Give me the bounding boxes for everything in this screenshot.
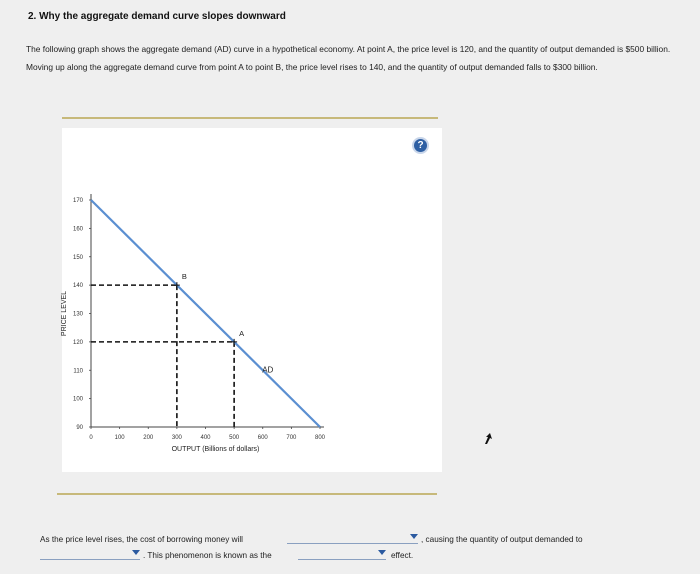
- point-b-label: B: [181, 272, 187, 282]
- x-tick-label: 700: [286, 435, 297, 441]
- y-tick-label: 110: [73, 368, 83, 375]
- y-tick-label: 170: [72, 198, 83, 204]
- effect-name-dropdown[interactable]: [298, 549, 386, 560]
- y-tick-label: 120: [72, 339, 83, 346]
- x-tick-label: 500: [229, 435, 240, 441]
- answer-line2-prefix: . This phenomenon is known as the: [143, 551, 272, 560]
- quantity-change-dropdown[interactable]: [40, 549, 140, 560]
- x-tick-label: 0: [89, 435, 93, 441]
- y-tick-label: 150: [72, 254, 83, 261]
- y-tick-label: 140: [72, 283, 83, 290]
- x-tick-label: 200: [143, 435, 154, 441]
- answer-line1-prefix: As the price level rises, the cost of borrowing money will: [40, 535, 243, 544]
- y-tick-label: 130: [72, 311, 83, 318]
- mouse-cursor-icon: [484, 433, 494, 445]
- y-tick-label: 100: [72, 396, 83, 403]
- y-tick-label: 90: [76, 425, 83, 431]
- ad-curve-label: AD: [262, 365, 274, 375]
- question-text: The following graph shows the aggregate demand (AD) curve in a hypothetical economy. At point A, the price level is 120, and the quantity of output demanded is $500 billion. Moving up along the aggregate demand curve from point A to point B, the price level rises to 140, and the quantity of output demanded falls to $300 billion.: [26, 44, 671, 72]
- x-tick-label: 600: [257, 435, 268, 441]
- x-tick-label: 300: [171, 435, 182, 441]
- answer-line2-suffix: effect.: [391, 551, 414, 560]
- x-tick-label: 800: [314, 435, 326, 441]
- divider-bottom: [57, 493, 437, 495]
- point-a-label: A: [239, 328, 245, 338]
- x-tick-label: 400: [200, 435, 211, 441]
- x-tick-label: 100: [114, 435, 125, 441]
- ad-curve: [91, 200, 320, 427]
- help-icon[interactable]: ?: [412, 137, 429, 154]
- borrowing-cost-dropdown[interactable]: [287, 533, 418, 544]
- chevron-down-icon: [410, 534, 418, 539]
- chevron-down-icon: [378, 550, 386, 555]
- y-axis-title: PRICE LEVEL: [61, 290, 68, 337]
- question-title: 2. Why the aggregate demand curve slopes downward: [28, 11, 286, 22]
- chevron-down-icon: [132, 550, 140, 555]
- answer-line1-suffix: , causing the quantity of output demanded to: [421, 535, 583, 544]
- y-tick-label: 160: [72, 226, 83, 233]
- x-axis-title: OUTPUT (Billions of dollars): [171, 446, 260, 453]
